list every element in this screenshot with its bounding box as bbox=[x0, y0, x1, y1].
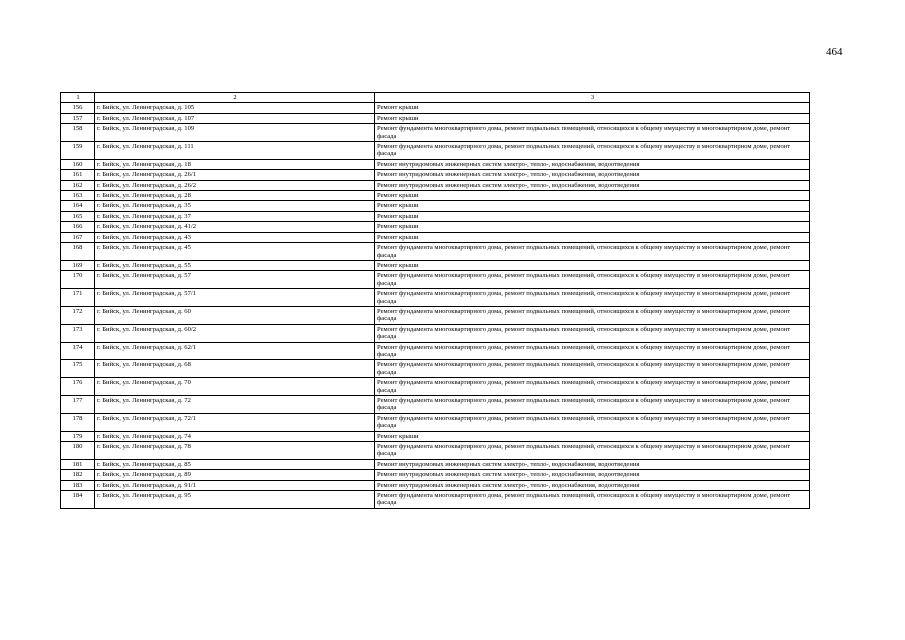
table-row bbox=[61, 459, 810, 469]
row-number: 179 bbox=[61, 431, 95, 441]
table-row bbox=[61, 201, 810, 211]
row-number: 183 bbox=[61, 480, 95, 490]
row-work-type: Ремонт фундамента многоквартирного дома, ремонт подвальных помещений, относящихся к общему имуществу в многоквартирном доме, ремонт фасада bbox=[375, 360, 810, 378]
row-work-type: Ремонт фундамента многоквартирного дома, ремонт подвальных помещений, относящихся к общему имуществу в многоквартирном доме, ремонт фасада bbox=[375, 271, 810, 289]
row-number: 181 bbox=[61, 459, 95, 469]
table-row bbox=[61, 191, 810, 201]
row-address: г. Бийск, ул. Ленинградская, д. 72/1 bbox=[95, 413, 375, 431]
table-row bbox=[61, 396, 810, 414]
row-address: г. Бийск, ул. Ленинградская, д. 57/1 bbox=[95, 289, 375, 307]
table-row bbox=[61, 413, 810, 431]
row-address: г. Бийск, ул. Ленинградская, д. 111 bbox=[95, 142, 375, 160]
table-row bbox=[61, 378, 810, 396]
row-number: 166 bbox=[61, 222, 95, 232]
table-row bbox=[61, 113, 810, 123]
table-row bbox=[61, 360, 810, 378]
row-work-type: Ремонт крыши bbox=[375, 113, 810, 123]
row-work-type: Ремонт фундамента многоквартирного дома, ремонт подвальных помещений, относящихся к общему имуществу в многоквартирном доме, ремонт фасада bbox=[375, 306, 810, 324]
table-row bbox=[61, 289, 810, 307]
row-address: г. Бийск, ул. Ленинградская, д. 78 bbox=[95, 442, 375, 460]
row-work-type: Ремонт внутридомовых инженерных систем электро-, тепло-, водоснабжения, водоотведения bbox=[375, 459, 810, 469]
row-number: 178 bbox=[61, 413, 95, 431]
row-address: г. Бийск, ул. Ленинградская, д. 45 bbox=[95, 243, 375, 261]
row-number: 169 bbox=[61, 260, 95, 270]
row-number: 160 bbox=[61, 159, 95, 169]
row-work-type: Ремонт фундамента многоквартирного дома, ремонт подвальных помещений, относящихся к общему имуществу в многоквартирном доме, ремонт фасада bbox=[375, 142, 810, 160]
table-row bbox=[61, 491, 810, 509]
table-row bbox=[61, 180, 810, 190]
row-address: г. Бийск, ул. Ленинградская, д. 41/2 bbox=[95, 222, 375, 232]
row-work-type: Ремонт фундамента многоквартирного дома, ремонт подвальных помещений, относящихся к общему имуществу в многоквартирном доме, ремонт фасада bbox=[375, 378, 810, 396]
row-address: г. Бийск, ул. Ленинградская, д. 74 bbox=[95, 431, 375, 441]
table-row bbox=[61, 222, 810, 232]
row-work-type: Ремонт внутридомовых инженерных систем электро-, тепло-, водоснабжения, водоотведения bbox=[375, 170, 810, 180]
row-work-type: Ремонт крыши bbox=[375, 431, 810, 441]
row-number: 176 bbox=[61, 378, 95, 396]
row-work-type: Ремонт фундамента многоквартирного дома, ремонт подвальных помещений, относящихся к общему имуществу в многоквартирном доме, ремонт фасада bbox=[375, 289, 810, 307]
row-work-type: Ремонт крыши bbox=[375, 232, 810, 242]
row-address: г. Бийск, ул. Ленинградская, д. 55 bbox=[95, 260, 375, 270]
row-number: 164 bbox=[61, 201, 95, 211]
row-number: 168 bbox=[61, 243, 95, 261]
row-address: г. Бийск, ул. Ленинградская, д. 107 bbox=[95, 113, 375, 123]
row-address: г. Бийск, ул. Ленинградская, д. 62/1 bbox=[95, 342, 375, 360]
table-row bbox=[61, 243, 810, 261]
table-row bbox=[61, 470, 810, 480]
row-address: г. Бийск, ул. Ленинградская, д. 26/2 bbox=[95, 180, 375, 190]
header-col-1: 1 bbox=[61, 93, 95, 103]
row-address: г. Бийск, ул. Ленинградская, д. 85 bbox=[95, 459, 375, 469]
row-number: 172 bbox=[61, 306, 95, 324]
row-address: г. Бийск, ул. Ленинградская, д. 72 bbox=[95, 396, 375, 414]
row-work-type: Ремонт крыши bbox=[375, 211, 810, 221]
row-work-type: Ремонт фундамента многоквартирного дома, ремонт подвальных помещений, относящихся к общему имуществу в многоквартирном доме, ремонт фасада bbox=[375, 442, 810, 460]
row-work-type: Ремонт фундамента многоквартирного дома, ремонт подвальных помещений, относящихся к общему имуществу в многоквартирном доме, ремонт фасада bbox=[375, 491, 810, 509]
row-work-type: Ремонт крыши bbox=[375, 201, 810, 211]
page-number: 464 bbox=[826, 46, 843, 58]
row-work-type: Ремонт крыши bbox=[375, 260, 810, 270]
row-number: 180 bbox=[61, 442, 95, 460]
housing-repair-table bbox=[60, 92, 810, 509]
row-number: 161 bbox=[61, 170, 95, 180]
row-work-type: Ремонт крыши bbox=[375, 103, 810, 113]
table-row bbox=[61, 442, 810, 460]
row-work-type: Ремонт фундамента многоквартирного дома, ремонт подвальных помещений, относящихся к общему имуществу в многоквартирном доме, ремонт фасада bbox=[375, 243, 810, 261]
table-row bbox=[61, 306, 810, 324]
row-number: 175 bbox=[61, 360, 95, 378]
table-row bbox=[61, 170, 810, 180]
row-work-type: Ремонт фундамента многоквартирного дома, ремонт подвальных помещений, относящихся к общему имуществу в многоквартирном доме, ремонт фасада bbox=[375, 396, 810, 414]
row-work-type: Ремонт фундамента многоквартирного дома, ремонт подвальных помещений, относящихся к общему имуществу в многоквартирном доме, ремонт фасада bbox=[375, 413, 810, 431]
row-number: 173 bbox=[61, 324, 95, 342]
row-number: 165 bbox=[61, 211, 95, 221]
table-body bbox=[61, 93, 810, 509]
row-work-type: Ремонт внутридомовых инженерных систем электро-, тепло-, водоснабжения, водоотведения bbox=[375, 180, 810, 190]
row-address: г. Бийск, ул. Ленинградская, д. 95 bbox=[95, 491, 375, 509]
row-number: 182 bbox=[61, 470, 95, 480]
row-number: 174 bbox=[61, 342, 95, 360]
row-address: г. Бийск, ул. Ленинградская, д. 57 bbox=[95, 271, 375, 289]
table-row bbox=[61, 260, 810, 270]
row-number: 163 bbox=[61, 191, 95, 201]
row-work-type: Ремонт внутридомовых инженерных систем электро-, тепло-, водоснабжения, водоотведения bbox=[375, 480, 810, 490]
row-number: 177 bbox=[61, 396, 95, 414]
row-number: 184 bbox=[61, 491, 95, 509]
table-row bbox=[61, 124, 810, 142]
row-address: г. Бийск, ул. Ленинградская, д. 68 bbox=[95, 360, 375, 378]
table-row bbox=[61, 324, 810, 342]
row-number: 156 bbox=[61, 103, 95, 113]
row-address: г. Бийск, ул. Ленинградская, д. 37 bbox=[95, 211, 375, 221]
row-address: г. Бийск, ул. Ленинградская, д. 60/2 bbox=[95, 324, 375, 342]
row-number: 159 bbox=[61, 142, 95, 160]
row-work-type: Ремонт крыши bbox=[375, 191, 810, 201]
row-work-type: Ремонт крыши bbox=[375, 222, 810, 232]
table-row bbox=[61, 342, 810, 360]
row-address: г. Бийск, ул. Ленинградская, д. 18 bbox=[95, 159, 375, 169]
row-address: г. Бийск, ул. Ленинградская, д. 26/1 bbox=[95, 170, 375, 180]
table-row bbox=[61, 159, 810, 169]
row-address: г. Бийск, ул. Ленинградская, д. 28 bbox=[95, 191, 375, 201]
row-address: г. Бийск, ул. Ленинградская, д. 43 bbox=[95, 232, 375, 242]
row-number: 167 bbox=[61, 232, 95, 242]
row-number: 157 bbox=[61, 113, 95, 123]
row-work-type: Ремонт внутридомовых инженерных систем электро-, тепло-, водоснабжения, водоотведения bbox=[375, 470, 810, 480]
row-work-type: Ремонт фундамента многоквартирного дома, ремонт подвальных помещений, относящихся к общему имуществу в многоквартирном доме, ремонт фасада bbox=[375, 124, 810, 142]
row-work-type: Ремонт фундамента многоквартирного дома, ремонт подвальных помещений, относящихся к общему имуществу в многоквартирном доме, ремонт фасада bbox=[375, 342, 810, 360]
table-row bbox=[61, 431, 810, 441]
row-address: г. Бийск, ул. Ленинградская, д. 91/1 bbox=[95, 480, 375, 490]
row-address: г. Бийск, ул. Ленинградская, д. 89 bbox=[95, 470, 375, 480]
row-number: 170 bbox=[61, 271, 95, 289]
row-address: г. Бийск, ул. Ленинградская, д. 60 bbox=[95, 306, 375, 324]
row-work-type: Ремонт фундамента многоквартирного дома, ремонт подвальных помещений, относящихся к общему имуществу в многоквартирном доме, ремонт фасада bbox=[375, 324, 810, 342]
row-work-type: Ремонт внутридомовых инженерных систем электро-, тепло-, водоснабжения, водоотведения bbox=[375, 159, 810, 169]
row-number: 171 bbox=[61, 289, 95, 307]
table-row bbox=[61, 480, 810, 490]
table-row bbox=[61, 211, 810, 221]
row-address: г. Бийск, ул. Ленинградская, д. 109 bbox=[95, 124, 375, 142]
row-address: г. Бийск, ул. Ленинградская, д. 70 bbox=[95, 378, 375, 396]
row-address: г. Бийск, ул. Ленинградская, д. 35 bbox=[95, 201, 375, 211]
table-row bbox=[61, 271, 810, 289]
table-row bbox=[61, 103, 810, 113]
header-col-3: 3 bbox=[375, 93, 810, 103]
table-row bbox=[61, 232, 810, 242]
header-col-2: 2 bbox=[95, 93, 375, 103]
table-header-row bbox=[61, 93, 810, 103]
row-number: 158 bbox=[61, 124, 95, 142]
row-address: г. Бийск, ул. Ленинградская, д. 105 bbox=[95, 103, 375, 113]
table-row bbox=[61, 142, 810, 160]
row-number: 162 bbox=[61, 180, 95, 190]
